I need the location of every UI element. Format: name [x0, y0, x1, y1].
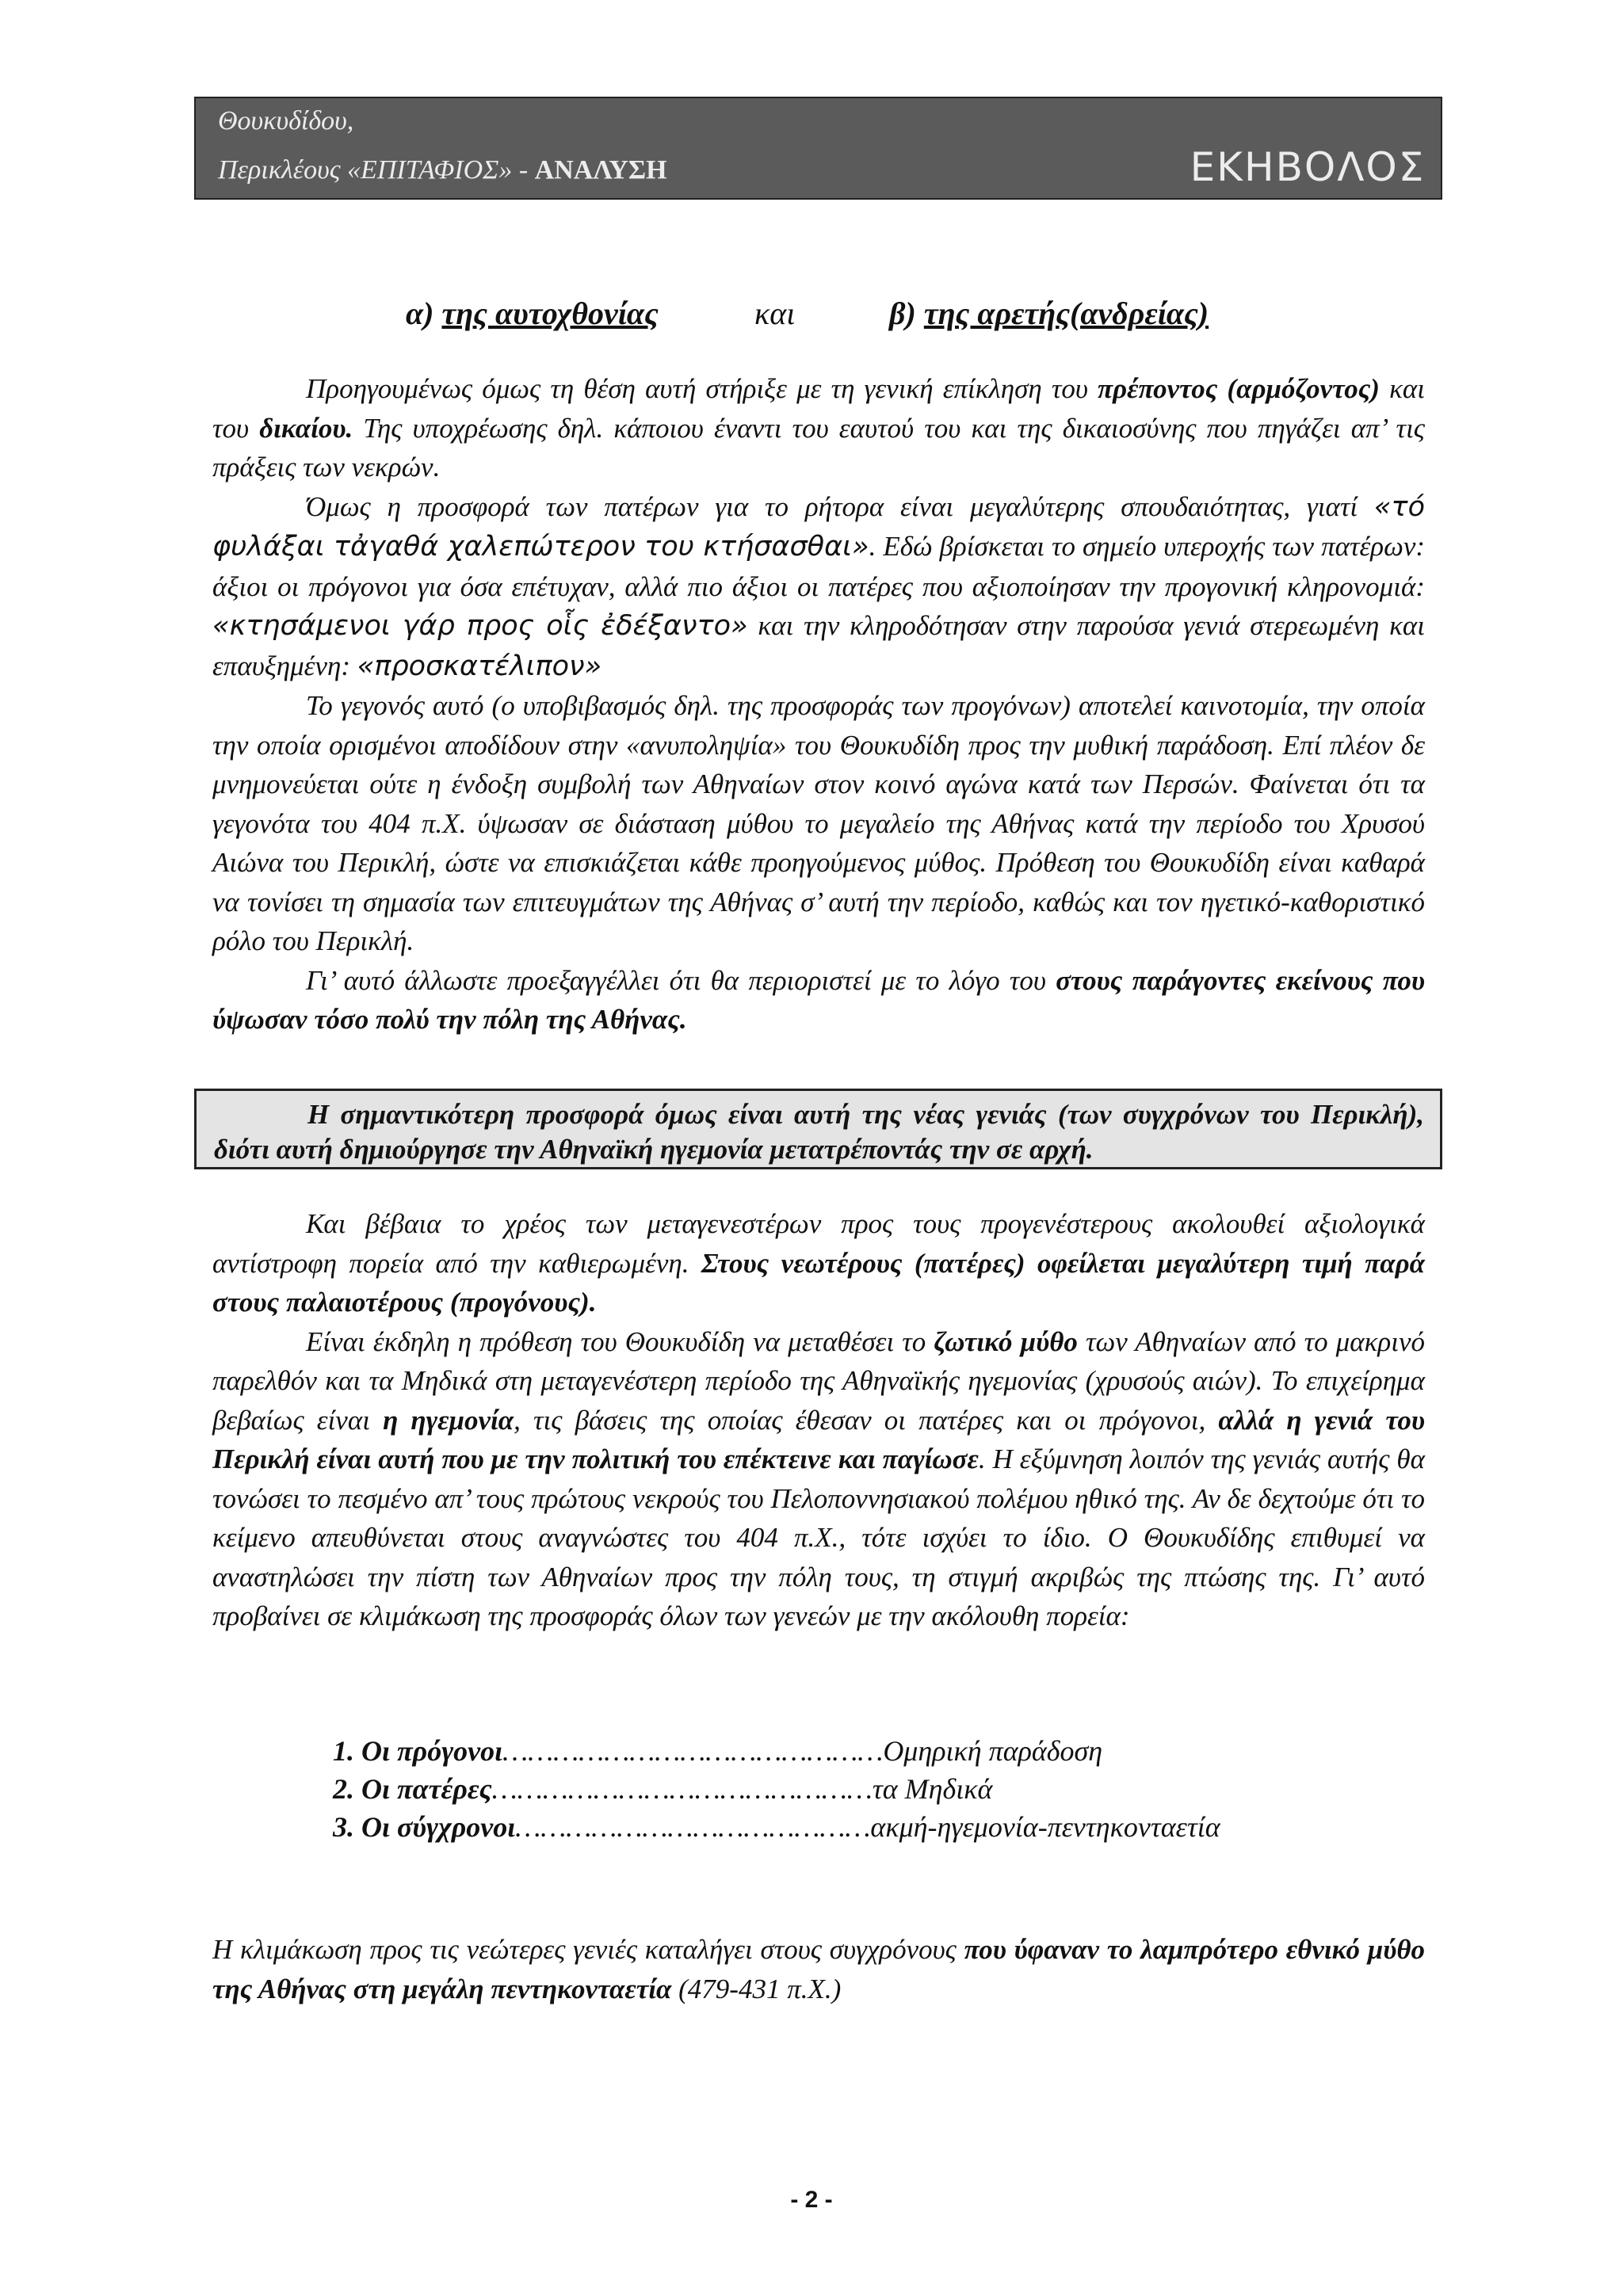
- bold-span: πρέποντος (αρμόζοντος): [1098, 373, 1380, 404]
- text-span: των Αθηναίων από το μακρινό παρελθόν και τα Μηδικά στη μεταγενέστερη περίοδο της Αθηναϊκής ηγεμονίας (χρυσούς αιών). Το επιχείρημα βεβαίως είναι: [212, 1325, 1425, 1436]
- bold-span: δικαίου.: [259, 412, 353, 444]
- list-item-value: τα Μηδικά: [872, 1773, 993, 1805]
- paragraph: Το γεγονός αυτό (ο υποβιβασμός δηλ. της προσφοράς των προγόνων) αποτελεί καινοτομία, την οποία την οποία ορισμένοι αποδίδουν στην «ανυποληψία» του Θουκυδίδη προς την μυθική παράδοση. Επί πλέον δε μνημονεύεται ούτε η ένδοξη συμβολή των Αθηναίων στον κοινό αγώνα κατά των Περσών. Φαίνεται ότι τα γεγονότα του 404 π.Χ. ύψωσαν σε διάσταση μύθου το μεγαλείο της Αθήνας κατά την περίοδο του Χρυσού Αιώνα του Περικλή, ώστε να επισκιάζεται κάθε προηγούμενος μύθος. Πρόθεση του Θουκυδίδη είναι καθαρά να τονίσει τη σημασία των επιτευγμάτων της Αθήνας σ’ αυτή την περίοδο, καθώς και τον ηγετικό-καθοριστικό ρόλο του Περικλή.: [212, 690, 1425, 956]
- list-item-value: ακμή-ηγεμονία-πεντηκονταετία: [870, 1811, 1220, 1843]
- list-item-label: 2. Οι πατέρες: [333, 1773, 492, 1805]
- subtitle-b-text: της αρετής(ανδρείας): [923, 296, 1209, 331]
- page-number: - 2 -: [790, 2187, 833, 2213]
- bold-span: ζωτικό μύθο: [934, 1325, 1078, 1357]
- paragraph: [212, 487, 1425, 687]
- bold-span: στους παράγοντες εκείνους που ύψωσαν τόσο πολύ την πόλη της Αθήνας.: [212, 964, 1426, 1035]
- list-item-dots: ………………………………………: [502, 1735, 884, 1767]
- list-item: [333, 1808, 1220, 1846]
- ancient-quote: «προσκατέλιπον»: [357, 650, 602, 682]
- list-item-dots: ………………………………………: [491, 1773, 873, 1805]
- document-header: [194, 97, 1442, 200]
- text-span: Είναι έκδηλη η πρόθεση του Θουκυδίδη να μεταθέσει το: [306, 1325, 934, 1357]
- highlight-text: Η σημαντικότερη προσφορά όμως είναι αυτή της νέας γενιάς (των συγχρόνων του Περικλή), διότι αυτή δημιούργησε την Αθηναϊκή ηγεμονία μετατρέποντάς την σε αρχή.: [214, 1099, 1424, 1165]
- text-span: . Εδώ βρίσκεται το σημείο υπεροχής των πατέρων: άξιοι οι πρόγονοι για όσα επέτυχαν, αλλά πιο άξιοι οι πατέρες που αξιοποίησαν την προγονική κληρονομιά:: [212, 531, 1426, 602]
- ekivolos-logo: [1189, 143, 1426, 190]
- paragraph: [212, 1322, 1425, 1636]
- header-title-work: Περικλέους «ΕΠΙΤΑΦΙΟΣ»: [218, 155, 513, 185]
- text-span: και του: [212, 373, 1425, 444]
- list-item-dots: ……………………………………: [515, 1811, 871, 1843]
- subtitle-a-label: α): [406, 296, 434, 331]
- header-title: [218, 155, 667, 185]
- logo-text: ΕΚΗΒΟΛΟΣ: [1190, 144, 1426, 190]
- text-span: Και βέβαια το χρέος των μεταγενεστέρων προς τους προγενέστερους ακολουθεί αξιολογικά αντίστροφη πορεία από την καθιερωμένη.: [212, 1208, 1425, 1279]
- closing-paragraph: [212, 1930, 1425, 2009]
- subtitle-connector: και: [754, 296, 796, 331]
- subtitle-b: [889, 295, 1209, 332]
- section-1: [212, 369, 1425, 1039]
- text-span: Προηγουμένως όμως τη θέση αυτή στήριξε με τη γενική επίκληση του: [306, 373, 1098, 404]
- list-item: [333, 1770, 1220, 1808]
- header-title-dash: -: [512, 155, 535, 185]
- list-item: [333, 1732, 1220, 1770]
- ancient-quote: «κτησάμενοι γάρ προς οἷς ἐδέξαντο»: [212, 610, 748, 642]
- generations-list: [333, 1732, 1220, 1846]
- text-span: (479-431 π.Χ.): [671, 1974, 842, 2004]
- bold-span: αλλά η γενιά του Περικλή είναι αυτή που με την πολιτική του επέκτεινε και παγίωσε: [212, 1404, 1426, 1474]
- text-span: και την κληροδότησαν στην παρούσα γενιά στερεωμένη και επαυξημένη:: [212, 610, 1425, 681]
- list-item-label: 1. Οι πρόγονοι: [333, 1735, 503, 1767]
- subtitle-a: [406, 295, 659, 332]
- text-span: Όμως η προσφορά των πατέρων για το ρήτορα είναι μεγαλύτερης σπουδαιότητας, γιατί: [306, 490, 1374, 522]
- list-item-label: 3. Οι σύγχρονοι: [333, 1811, 516, 1843]
- paragraph: [212, 369, 1425, 487]
- bold-span: που ύφαναν το λαμπρότερο εθνικό μύθο της Αθήνας στη μεγάλη πεντηκονταετία: [212, 1934, 1426, 2004]
- paragraph: [212, 1930, 1425, 2009]
- subtitle-b-label: β): [889, 296, 916, 331]
- header-title-analysis: ΑΝΑΛΥΣΗ: [534, 155, 667, 185]
- text-span: Η κλιμάκωση προς τις νεώτερες γενιές καταλήγει στους συγχρόνους: [212, 1934, 964, 1965]
- paragraph: [212, 961, 1425, 1039]
- bold-span: η ηγεμονία: [383, 1404, 514, 1436]
- text-span: , τις βάσεις της οποίας έθεσαν οι πατέρες και οι πρόγονοι,: [514, 1404, 1219, 1436]
- text-span: . Η εξύμνηση λοιπόν της γενιάς αυτής θα τονώσει το πεσμένο απ’ τους πρώτους νεκρούς του Πελοποννησιακού πολέμου ηθικό της. Αν δε δεχτούμε ότι το κείμενο απευθύνεται στους αναγνώστες του 404 π.Χ., τότε ισχύει το ίδιο. Ο Θουκυδίδης επιθυμεί να αναστηλώσει την πίστη των Αθηναίων προς την πόλη τους, τη στιγμή ακριβώς της πτώσης της. Γι’ αυτό προβαίνει σε κλιμάκωση της προσφοράς όλων των γενεών με την ακόλουθη πορεία:: [212, 1444, 1425, 1631]
- ancient-quote: «τό φυλάξαι τἀγαθά χαλεπώτερον του κτήσασθαι»: [212, 490, 1425, 563]
- list-item-value: Ομηρική παράδοση: [883, 1735, 1103, 1767]
- section-2: [212, 1204, 1425, 1636]
- text-span: Της υποχρέωσης δηλ. κάποιου έναντι του εαυτού του και της δικαιοσύνης που πηγάζει απ’ τις πράξεις των νεκρών.: [212, 412, 1426, 482]
- paragraph: [212, 1204, 1425, 1322]
- bold-span: Στους νεωτέρους (πατέρες) οφείλεται μεγαλύτερη τιμή παρά στους παλαιοτέρους (προγόνους).: [212, 1247, 1426, 1318]
- subtitle-a-text: της αυτοχθονίας: [441, 296, 659, 331]
- text-span: Γι’ αυτό άλλωστε προεξαγγέλλει ότι θα περιοριστεί με το λόγο του: [306, 964, 1056, 996]
- highlight-box: [194, 1089, 1442, 1169]
- header-author: Θουκυδίδου,: [218, 106, 354, 135]
